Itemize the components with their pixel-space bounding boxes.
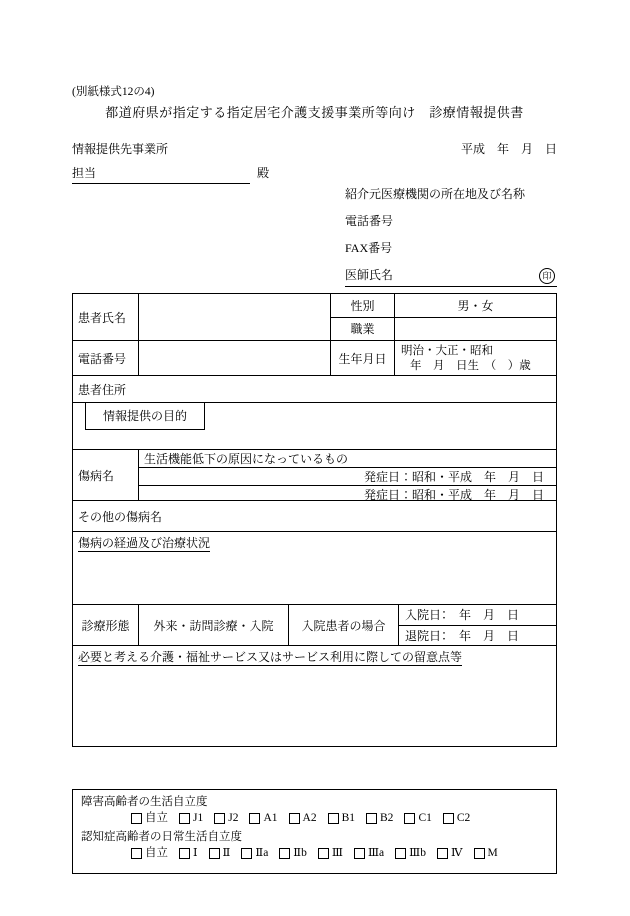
header-row <box>72 140 557 157</box>
checkbox-label: Ⅱa <box>255 847 269 860</box>
checkbox-item[interactable] <box>179 846 198 861</box>
course-label: 傷病の経過及び治療状況 <box>78 536 211 550</box>
disease-cause-label: 生活機能低下の原因になっているもの <box>144 452 349 466</box>
checkbox-icon[interactable] <box>209 848 220 859</box>
checkbox-item[interactable] <box>395 846 426 861</box>
checkbox-item[interactable] <box>241 846 268 861</box>
other-disease-row <box>73 500 556 531</box>
address-row <box>73 375 556 402</box>
checkbox-item[interactable] <box>214 811 238 826</box>
onset-date-1[interactable]: 発症日：昭和・平成 年 月 日 <box>363 470 544 484</box>
checkbox-icon[interactable] <box>289 813 300 824</box>
checkbox-label: Ⅰ <box>193 847 198 860</box>
date-field[interactable]: 平成 年 月 日 <box>460 142 557 156</box>
form-title: 都道府県が指定する指定居宅介護支援事業所等向け 診療情報提供書 <box>105 105 524 120</box>
purpose-row[interactable] <box>73 402 556 449</box>
birth-era-options: 明治・大正・昭和 <box>401 345 493 357</box>
checkbox-label: Ⅳ <box>451 847 463 860</box>
referrer-block <box>345 186 557 287</box>
care-form-options[interactable]: 外来・訪問診療・入院 <box>139 605 289 645</box>
checkbox-label: Ⅲb <box>409 847 427 860</box>
checkbox-icon[interactable] <box>279 848 290 859</box>
onset-date-2[interactable]: 発症日：昭和・平成 年 月 日 <box>363 488 544 502</box>
birth-date-blank: 年 月 日生 （ ）歳 <box>410 360 531 373</box>
patient-name-row <box>73 294 556 340</box>
checkbox-label: J1 <box>193 811 204 824</box>
checkbox-label: J2 <box>228 811 239 824</box>
sex-row <box>331 294 556 318</box>
autonomy-box <box>72 789 557 874</box>
checkbox-label: 自立 <box>145 811 168 824</box>
inpatient-label: 入院患者の場合 <box>289 605 399 645</box>
checkbox-icon[interactable] <box>328 813 339 824</box>
checkbox-label: Ⅲ <box>331 847 343 860</box>
cognitive-autonomy-options <box>131 846 548 864</box>
sex-occupation-column <box>331 294 556 340</box>
physical-autonomy-options <box>131 811 548 829</box>
referrer-phone-label[interactable]: 電話番号 <box>345 214 394 228</box>
sex-label: 性別 <box>331 294 395 317</box>
occupation-row <box>331 318 556 341</box>
care-form-label: 診療形態 <box>73 605 139 645</box>
attention-field[interactable] <box>72 164 250 184</box>
physical-autonomy-label: 障害高齢者の生活自立度 <box>81 796 208 808</box>
checkbox-item[interactable] <box>354 846 384 861</box>
occupation-label: 職業 <box>331 318 395 341</box>
course-field[interactable] <box>73 532 556 553</box>
birth-label: 生年月日 <box>331 341 395 375</box>
care-form-row <box>73 604 556 645</box>
checkbox-icon[interactable] <box>354 848 365 859</box>
doctor-name-field[interactable] <box>345 267 557 287</box>
course-row <box>73 531 556 604</box>
checkbox-label: A2 <box>302 811 317 824</box>
checkbox-icon[interactable] <box>395 848 406 859</box>
patient-phone-field[interactable] <box>139 341 331 375</box>
checkbox-icon[interactable] <box>131 813 142 824</box>
checkbox-icon[interactable] <box>366 813 377 824</box>
checkbox-label: A1 <box>263 811 278 824</box>
recipient-office-label: 情報提供先事業所 <box>72 142 169 156</box>
checkbox-icon[interactable] <box>249 813 260 824</box>
checkbox-item[interactable] <box>279 846 307 861</box>
checkbox-item[interactable] <box>443 811 470 826</box>
checkbox-item[interactable] <box>289 811 317 826</box>
patient-name-label: 患者氏名 <box>73 294 139 340</box>
birth-field[interactable] <box>395 341 556 375</box>
checkbox-icon[interactable] <box>179 848 190 859</box>
other-disease-label: その他の傷病名 <box>78 509 163 524</box>
admission-discharge-column <box>399 605 556 645</box>
checkbox-item[interactable] <box>318 846 343 861</box>
seal-icon: 印 <box>539 268 555 284</box>
checkbox-item[interactable] <box>249 811 277 826</box>
checkbox-icon[interactable] <box>404 813 415 824</box>
phone-birth-row <box>73 340 556 375</box>
checkbox-icon[interactable] <box>437 848 448 859</box>
checkbox-label: B1 <box>341 811 356 824</box>
honorific-label: 殿 <box>257 166 270 180</box>
disease-detail-column[interactable] <box>139 450 556 500</box>
purpose-label: 情報提供の目的 <box>85 403 205 430</box>
address-field[interactable] <box>73 376 556 402</box>
disease-row <box>73 449 556 500</box>
service-note-label: 必要と考える介護・福祉サービス又はサービス利用に際しての留意点等 <box>78 650 463 664</box>
doctor-name-label: 医師氏名 <box>345 268 394 282</box>
checkbox-icon[interactable] <box>214 813 225 824</box>
attention-label: 担当 <box>72 166 97 180</box>
checkbox-label: 自立 <box>145 847 168 860</box>
checkbox-icon[interactable] <box>179 813 190 824</box>
checkbox-item[interactable] <box>437 846 463 861</box>
checkbox-item[interactable] <box>179 811 203 826</box>
patient-info-table <box>72 293 557 747</box>
referrer-fax-label[interactable]: FAX番号 <box>345 241 393 255</box>
admission-date-field[interactable]: 入院日： 年 月 日 <box>399 605 556 626</box>
service-note-row <box>73 645 556 746</box>
onset-date-line-1[interactable] <box>139 468 556 486</box>
patient-phone-label: 電話番号 <box>73 341 139 375</box>
checkbox-item[interactable] <box>366 811 393 826</box>
patient-name-field[interactable] <box>139 294 331 340</box>
checkbox-item[interactable] <box>474 846 498 861</box>
disease-cause-line <box>139 450 556 468</box>
checkbox-label: B2 <box>380 811 394 824</box>
checkbox-item[interactable] <box>404 811 431 826</box>
checkbox-label: C2 <box>456 811 471 824</box>
disease-label: 傷病名 <box>73 450 139 500</box>
checkbox-icon[interactable] <box>318 848 329 859</box>
address-label: 患者住所 <box>78 382 127 397</box>
checkbox-icon[interactable] <box>474 848 485 859</box>
other-disease-field[interactable] <box>73 501 556 531</box>
checkbox-label: Ⅲa <box>367 847 385 860</box>
checkbox-label: M <box>487 847 498 860</box>
checkbox-item[interactable] <box>131 846 168 861</box>
sex-value[interactable]: 男・女 <box>457 298 494 313</box>
occupation-field[interactable] <box>395 318 556 341</box>
service-note-field[interactable] <box>73 646 556 667</box>
checkbox-item[interactable] <box>131 811 168 826</box>
checkbox-icon[interactable] <box>131 848 142 859</box>
form-code: (別紙様式12の4) <box>72 86 155 98</box>
cognitive-autonomy-label: 認知症高齢者の日常生活自立度 <box>81 831 242 844</box>
discharge-date-field[interactable]: 退院日： 年 月 日 <box>405 628 520 643</box>
checkbox-label: C1 <box>418 811 432 824</box>
checkbox-label: Ⅱ <box>222 847 231 860</box>
checkbox-icon[interactable] <box>443 813 454 824</box>
checkbox-icon[interactable] <box>241 848 252 859</box>
checkbox-item[interactable] <box>328 811 355 826</box>
referrer-name-label: 紹介元医療機関の所在地及び名称 <box>345 187 526 201</box>
attention-row <box>72 164 557 182</box>
checkbox-item[interactable] <box>209 846 231 861</box>
checkbox-label: Ⅱb <box>293 847 307 860</box>
